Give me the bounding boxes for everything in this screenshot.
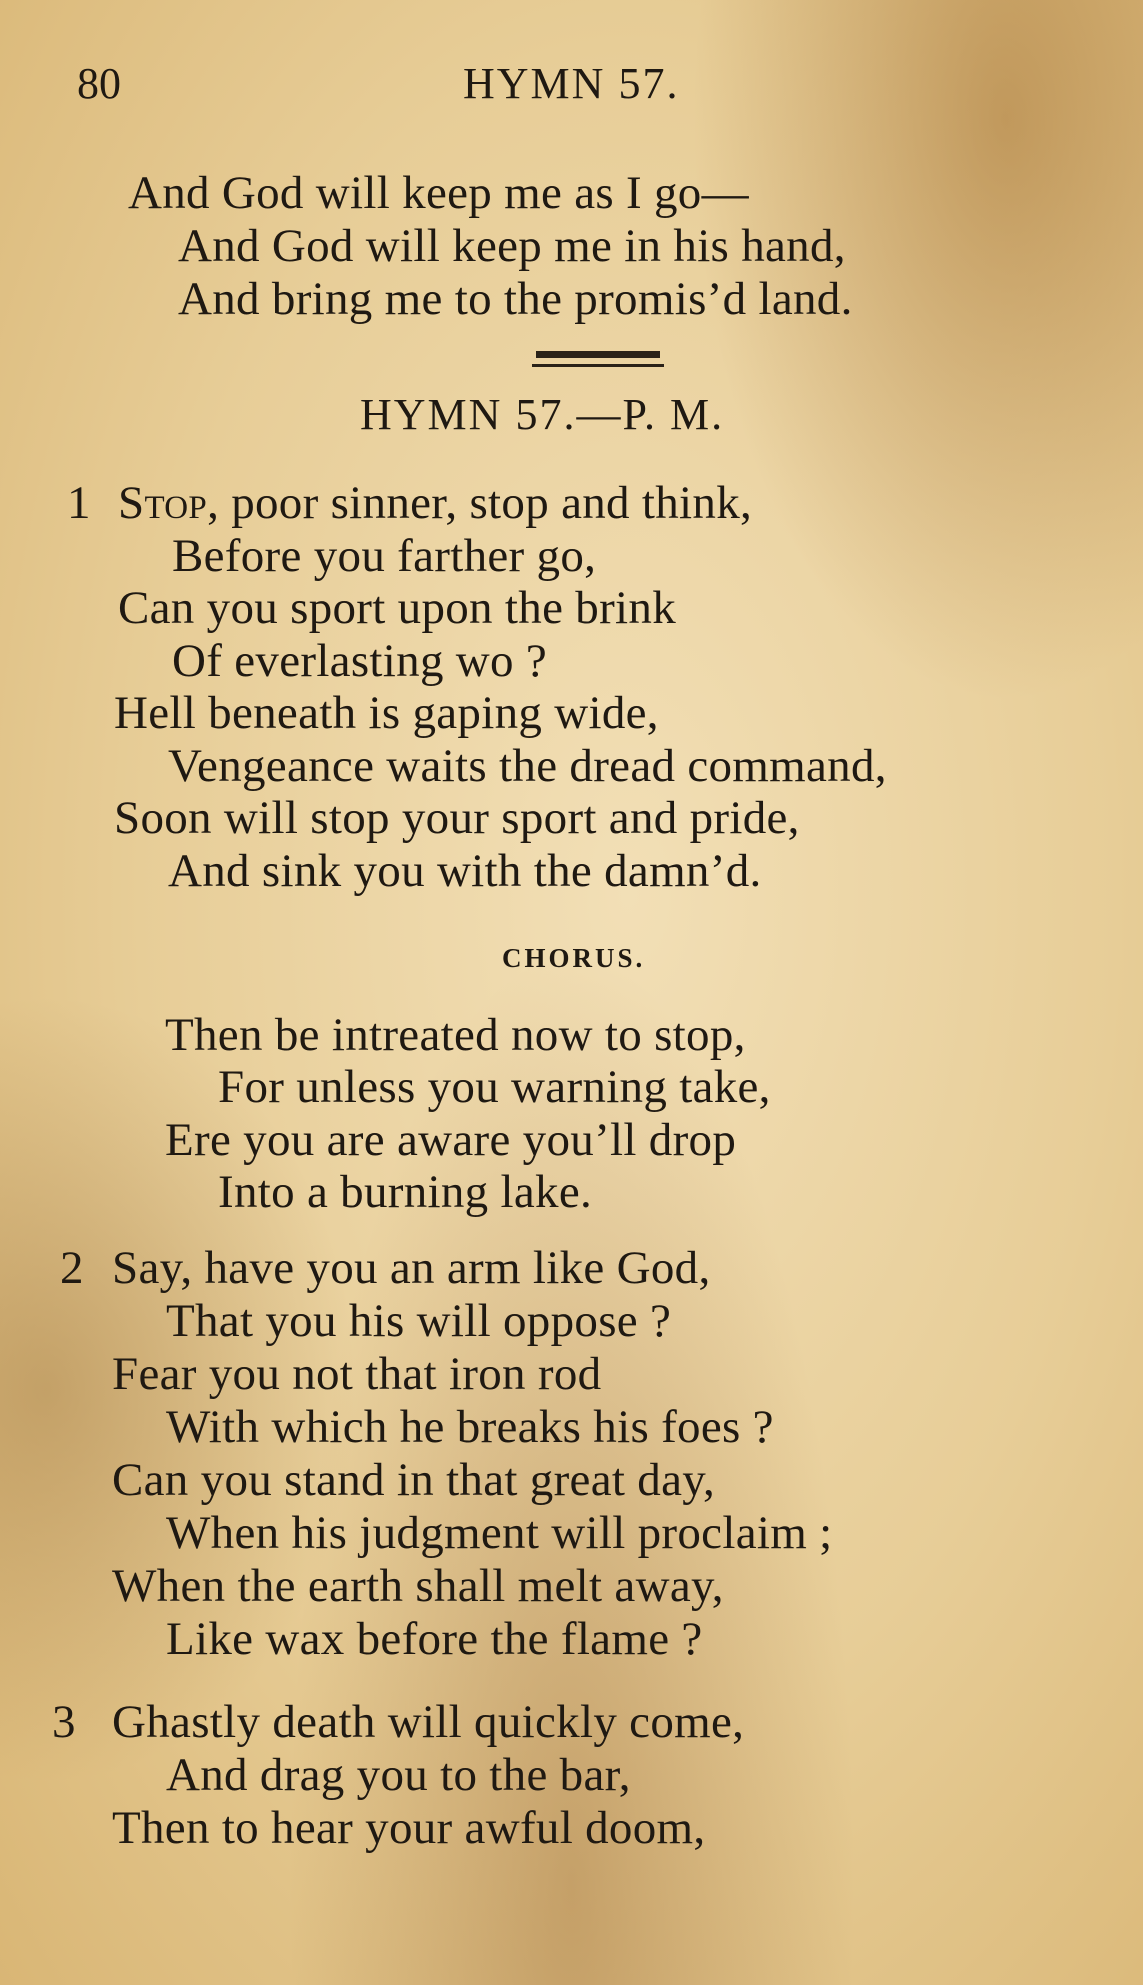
previous-hymn-line: And God will keep me as I go— bbox=[128, 167, 749, 219]
verse-line: With which he breaks his foes ? bbox=[166, 1401, 774, 1453]
divider-rule bbox=[536, 351, 660, 358]
verse-line: Fear you not that iron rod bbox=[112, 1348, 602, 1400]
chorus-line: Into a burning lake. bbox=[218, 1166, 593, 1218]
verse-line: When the earth shall melt away, bbox=[112, 1560, 724, 1612]
divider-rule bbox=[532, 364, 664, 367]
hymn-heading: HYMN 57.—P. M. bbox=[360, 390, 725, 439]
chorus-line: Ere you are aware you’ll drop bbox=[165, 1114, 737, 1166]
verse-line: Ghastly death will quickly come, bbox=[112, 1696, 745, 1748]
verse-line: Then to hear your awful doom, bbox=[112, 1802, 706, 1854]
verse-line: That you his will oppose ? bbox=[166, 1295, 672, 1347]
verse-line: And sink you with the damn’d. bbox=[168, 845, 762, 897]
verse-line: And drag you to the bar, bbox=[166, 1749, 631, 1801]
verse-line: Soon will stop your sport and pride, bbox=[114, 792, 800, 844]
verse-line: Of everlasting wo ? bbox=[172, 635, 548, 687]
previous-hymn-line: And bring me to the promis’d land. bbox=[178, 273, 853, 325]
verse-line: Vengeance waits the dread command, bbox=[168, 740, 887, 792]
chorus-heading: CHORUS. bbox=[502, 943, 646, 973]
verse-first-line-rest: poor sinner, stop and think, bbox=[219, 477, 753, 529]
verse-line: Before you farther go, bbox=[172, 530, 597, 582]
verse-line: When his judgment will proclaim ; bbox=[166, 1507, 833, 1559]
verse-line: Can you sport upon the brink bbox=[118, 582, 676, 634]
page-number: 80 bbox=[77, 59, 121, 108]
verse-line bbox=[118, 477, 753, 529]
verse-line: Hell beneath is gaping wide, bbox=[114, 687, 659, 739]
verse-number: 3 bbox=[52, 1696, 76, 1748]
verse-first-word: Stop, bbox=[118, 477, 220, 529]
previous-hymn-line: And God will keep me in his hand, bbox=[178, 220, 846, 272]
verse-line: Can you stand in that great day, bbox=[112, 1454, 716, 1506]
verse-number: 2 bbox=[60, 1242, 84, 1294]
verse-line: Say, have you an arm like God, bbox=[112, 1242, 711, 1294]
verse-number: 1 bbox=[67, 477, 91, 529]
chorus-line: Then be intreated now to stop, bbox=[165, 1009, 746, 1061]
chorus-line: For unless you warning take, bbox=[218, 1061, 771, 1113]
running-head: HYMN 57. bbox=[463, 59, 680, 108]
verse-line: Like wax before the flame ? bbox=[166, 1613, 703, 1665]
